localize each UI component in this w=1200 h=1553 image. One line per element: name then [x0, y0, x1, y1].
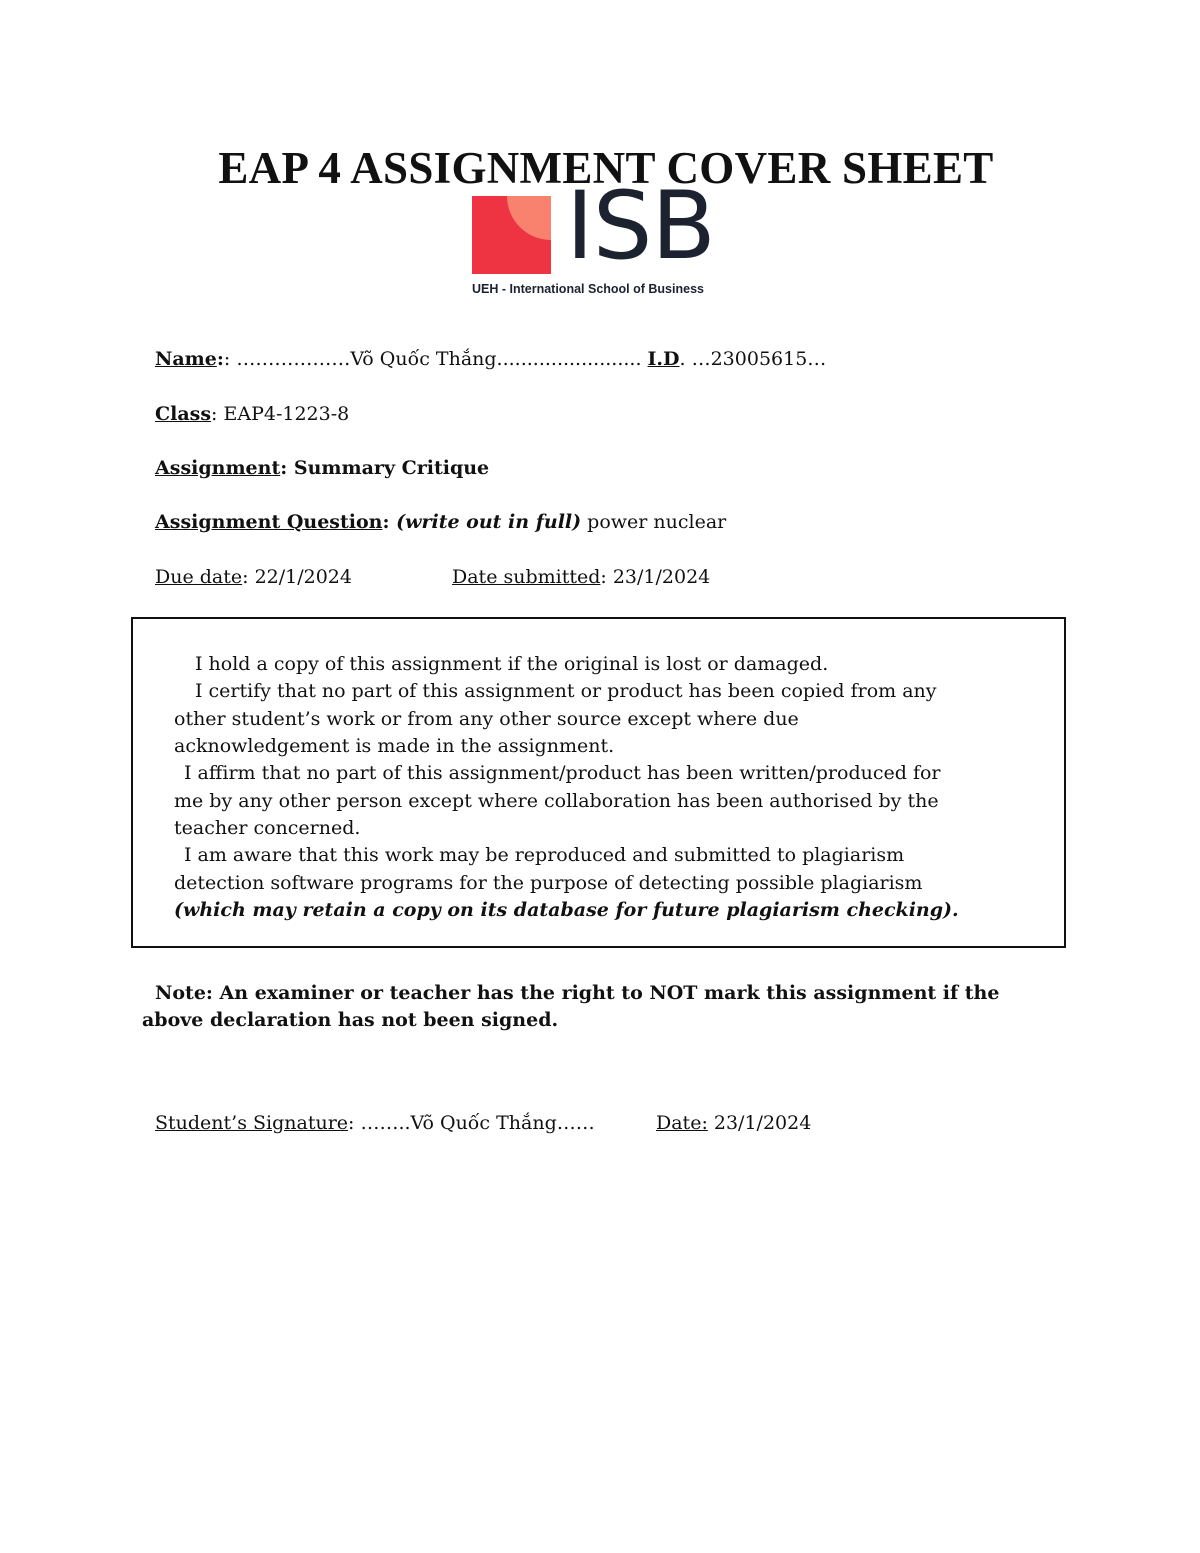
- assignment-label: Assignment: [155, 457, 281, 479]
- name-value: : ………………Võ Quốc Thắng........................: [223, 348, 648, 370]
- date-submitted-value: : 23/1/2024: [600, 566, 711, 588]
- class-label: Class: [155, 403, 212, 425]
- declaration-line: I affirm that no part of this assignment/product has been written/produced for: [184, 762, 941, 784]
- class-value: : EAP4-1223-8: [211, 403, 350, 425]
- date-submitted-label: Date submitted: [452, 566, 601, 588]
- assignment-value: : Summary Critique: [280, 457, 490, 479]
- id-value: . …23005615…: [679, 348, 827, 370]
- question-hint: (write out in full): [396, 511, 582, 533]
- declaration-line: I certify that no part of this assignment or product has been copied from any: [195, 680, 937, 702]
- due-date-value: : 22/1/2024: [242, 566, 352, 588]
- signature-date-row: [656, 1112, 811, 1134]
- declaration-line: I am aware that this work may be reproduced and submitted to plagiarism: [184, 844, 905, 866]
- declaration-line: detection software programs for the purpose of detecting possible plagiarism: [174, 872, 923, 894]
- declaration-line: me by any other person except where collaboration has been authorised by the: [174, 790, 939, 812]
- question-label: Assignment Question: [155, 511, 383, 533]
- signature-value: : ……..Võ Quốc Thắng……: [348, 1112, 595, 1134]
- id-label: I.D: [647, 348, 680, 370]
- signature-date-value: 23/1/2024: [707, 1112, 812, 1134]
- logo-text: ISB: [566, 172, 715, 281]
- declaration-line: other student’s work or from any other source except where due: [174, 708, 799, 730]
- due-date-label: Due date: [155, 566, 243, 588]
- date-submitted-row: [452, 566, 710, 588]
- note-text: [142, 980, 1042, 1034]
- declaration-box: [131, 617, 1066, 948]
- name-row: Name:: ………………Võ Quốc Thắng........................ I.D. …23005615…: [155, 348, 827, 370]
- class-row: [155, 403, 349, 425]
- question-row: [155, 511, 726, 533]
- signature-date-label: Date:: [656, 1112, 708, 1134]
- logo-subtitle: UEH - International School of Business: [472, 282, 704, 296]
- signature-label: Student’s Signature: [155, 1112, 349, 1134]
- declaration-line: acknowledgement is made in the assignment.: [174, 735, 615, 757]
- assignment-row: [155, 457, 489, 479]
- signature-row: [155, 1112, 595, 1134]
- page-title: EAP 4 ASSIGNMENT COVER SHEET: [218, 143, 994, 193]
- declaration-line: teacher concerned.: [174, 817, 361, 839]
- declaration-last-line: (which may retain a copy on its database for future plagiarism checking).: [174, 899, 959, 921]
- note-body: Note: An examiner or teacher has the right to NOT mark this assignment if the above declaration has not been signed.: [142, 982, 1000, 1031]
- name-label: Name: [155, 348, 217, 370]
- question-value: power nuclear: [587, 511, 727, 533]
- declaration-line: I hold a copy of this assignment if the original is lost or damaged.: [195, 653, 829, 675]
- isb-logo: [472, 172, 732, 300]
- due-date-row: [155, 566, 352, 588]
- question-colon: :: [382, 511, 397, 533]
